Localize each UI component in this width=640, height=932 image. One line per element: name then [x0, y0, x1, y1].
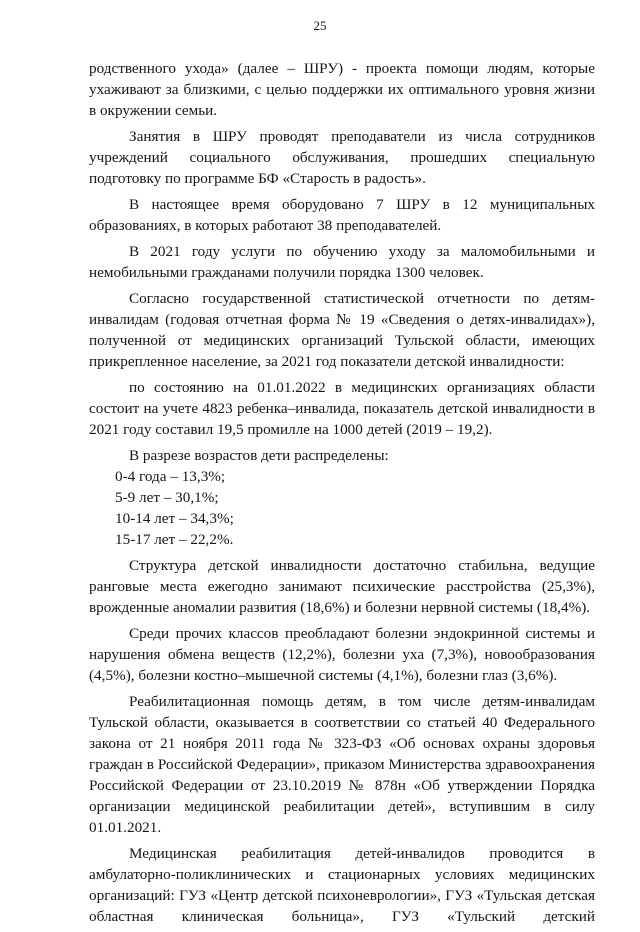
paragraph-rehabilitation-law: Реабилитационная помощь детям, в том числе детям-инвалидам Тульской области, оказывается в соответствии со статьей 40 Федерального закона от 21 ноября 2011 года № 323-ФЗ «Об основах охраны здоровья граждан в Российской Федерации», приказом Министерства здравоохранения Российской Федерации от 23.10.2019 № 878н «Об утверждении Порядка организации медицинской реабилитации детей», вступившим в силу 01.01.2021. — [89, 693, 595, 836]
list-item: 10-14 лет – 34,3%; — [115, 510, 234, 527]
paragraph-shru-count: В настоящее время оборудовано 7 ШРУ в 12 муниципальных образованиях, в которых работают 38 преподавателей. — [89, 196, 595, 234]
paragraph-disability-rate: по состоянию на 01.01.2022 в медицинских организациях области состоит на учете 4823 ребенка–инвалида, показатель детской инвалидности в 2021 году составил 19,5 промилле на 1000 детей (2019 – 19,2). — [89, 379, 595, 438]
document-body — [89, 58, 595, 932]
list-item: 0-4 года – 13,3%; — [115, 468, 226, 485]
paragraph-shru-teachers: Занятия в ШРУ проводят преподаватели из числа сотрудников учреждений социального обслуживания, прошедших специальную подготовку по программе БФ «Старость в радость». — [89, 128, 595, 187]
list-item: 15-17 лет – 22,2%. — [115, 531, 234, 548]
paragraph-medical-rehabilitation: Медицинская реабилитация детей-инвалидов проводится в амбулаторно-поликлинических и стационарных условиях медицинских организаций: ГУЗ «Центр детской психоневрологии», ГУЗ «Тульская детская областная клиническая больница», ГУЗ «Тульский детский — [89, 845, 595, 925]
paragraph-shru-intro: родственного ухода» (далее – ШРУ) - проекта помощи людям, которые ухаживают за близкими, с целью поддержки их оптимального уровня жизни в окружении семьи. — [89, 60, 595, 119]
paragraph-other-classes: Среди прочих классов преобладают болезни эндокринной системы и нарушения обмена веществ (12,2%), болезни уха (7,3%), новообразования (4,5%), болезни костно–мышечной системы (4,1%), болезни глаз (3,6%). — [89, 625, 595, 684]
paragraph-structure: Структура детской инвалидности достаточно стабильна, ведущие ранговые места ежегодно занимают психические расстройства (25,3%), врожденные аномалии развития (18,6%) и болезни нервной системы (18,4%). — [89, 557, 595, 616]
page-number: 25 — [313, 18, 327, 33]
paragraph-training-2021: В 2021 году услуги по обучению уходу за маломобильными и немобильными гражданами получили порядка 1300 человек. — [89, 243, 595, 281]
paragraph-statistics-source: Согласно государственной статистической отчетности по детям-инвалидам (годовая отчетная форма № 19 «Сведения о детях-инвалидах»), полученной от медицинских организаций Тульской области, имеющих прикрепленное население, за 2021 год показатели детской инвалидности: — [89, 290, 595, 370]
paragraph-age-intro: В разрезе возрастов дети распределены: — [129, 447, 389, 464]
age-group-list — [89, 466, 595, 550]
list-item: 5-9 лет – 30,1%; — [115, 489, 219, 506]
